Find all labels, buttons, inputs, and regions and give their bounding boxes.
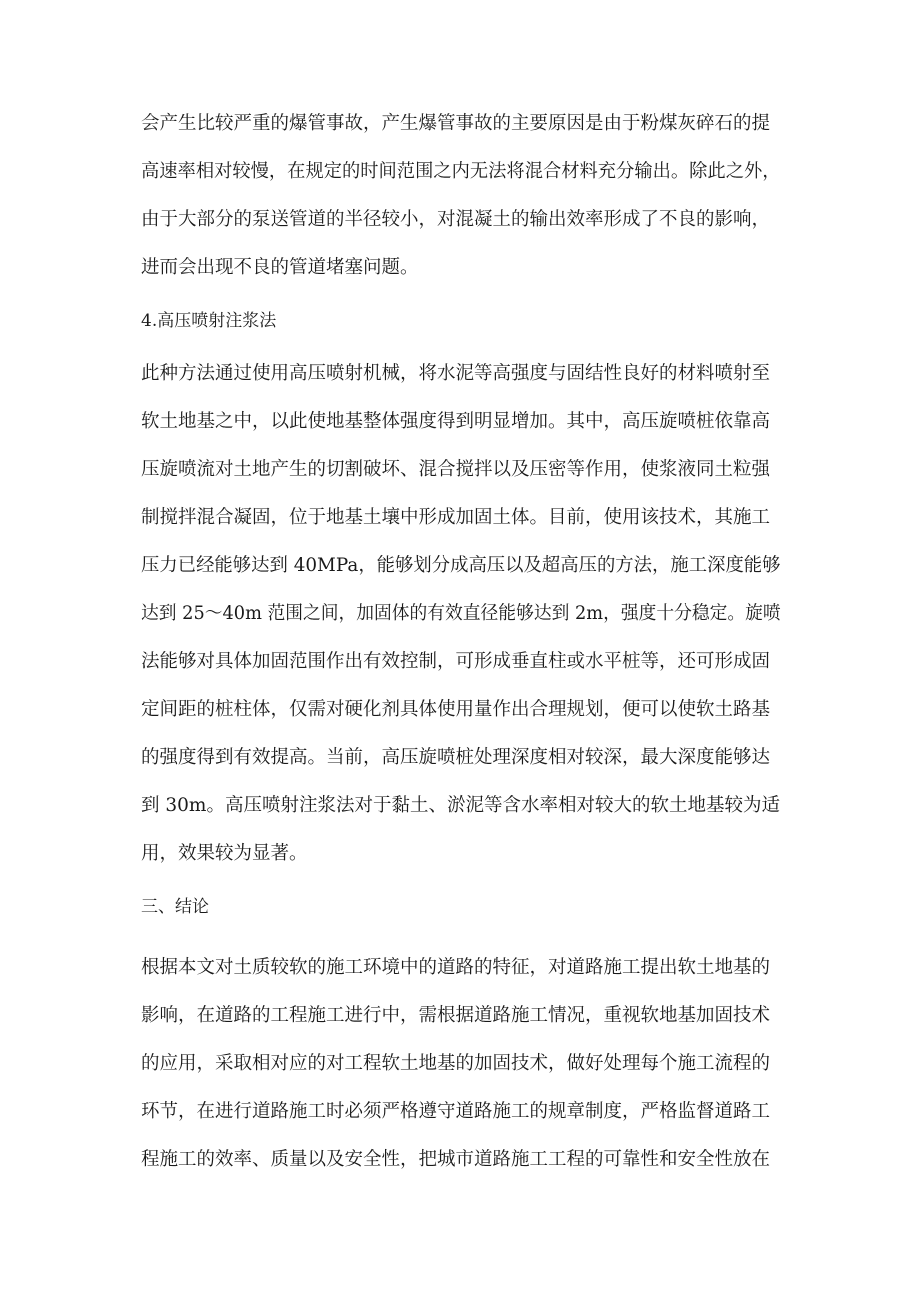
paragraph-2-line-3: 压旋喷流对土地产生的切割破坏、混合搅拌以及压密等作用，使浆液同土粒强 [141,459,771,480]
paragraph-2-line-5: 压力已经能够达到 40MPa，能够划分成高压以及超高压的方法，施工深度能够 [141,555,781,576]
paragraph-3-line-2: 影响，在道路的工程施工进行中，需根据道路施工情况，重视软地基加固技术 [141,1005,771,1026]
paragraph-2-line-4: 制搅拌混合凝固，位于地基土壤中形成加固土体。目前，使用该技术，其施工 [141,507,771,528]
section-heading-4: 4.高压喷射注浆法 [141,311,277,331]
paragraph-1-line-1: 会产生比较严重的爆管事故，产生爆管事故的主要原因是由于粉煤灰碎石的提 [141,113,771,134]
paragraph-2-line-2: 软土地基之中，以此使地基整体强度得到明显增加。其中，高压旋喷桩依靠高 [141,411,771,432]
paragraph-3-line-1: 根据本文对土质较软的施工环境中的道路的特征，对道路施工提出软土地基的 [141,957,771,978]
paragraph-2-line-10: 到 30m。高压喷射注浆法对于黏土、淤泥等含水率相对较大的软土地基较为适 [141,795,780,816]
paragraph-3-line-5: 程施工的效率、质量以及安全性，把城市道路施工工程的可靠性和安全性放在 [141,1149,771,1170]
paragraph-2-line-8: 定间距的桩柱体，仅需对硬化剂具体使用量作出合理规划，便可以使软土路基 [141,699,771,720]
section-heading-conclusion: 三、结论 [141,897,209,917]
paragraph-2-line-9: 的强度得到有效提高。当前，高压旋喷桩处理深度相对较深，最大深度能够达 [141,747,771,768]
paragraph-2-line-11: 用，效果较为显著。 [141,843,308,864]
paragraph-2-line-7: 法能够对具体加固范围作出有效控制，可形成垂直柱或水平桩等，还可形成固 [141,651,771,672]
paragraph-1-line-2: 高速率相对较慢，在规定的时间范围之内无法将混合材料充分输出。除此之外， [141,161,781,182]
paragraph-3-line-3: 的应用，采取相对应的对工程软土地基的加固技术，做好处理每个施工流程的 [141,1053,771,1074]
paragraph-1-line-4: 进而会出现不良的管道堵塞问题。 [141,257,419,278]
paragraph-1-line-3: 由于大部分的泵送管道的半径较小，对混凝土的输出效率形成了不良的影响， [141,209,771,230]
paragraph-2-line-6: 达到 25～40m 范围之间，加固体的有效直径能够达到 2m，强度十分稳定。旋喷 [141,603,781,624]
paragraph-3-line-4: 环节，在进行道路施工时必须严格遵守道路施工的规章制度，严格监督道路工 [141,1101,771,1122]
paragraph-2-line-1: 此种方法通过使用高压喷射机械，将水泥等高强度与固结性良好的材料喷射至 [141,363,771,384]
